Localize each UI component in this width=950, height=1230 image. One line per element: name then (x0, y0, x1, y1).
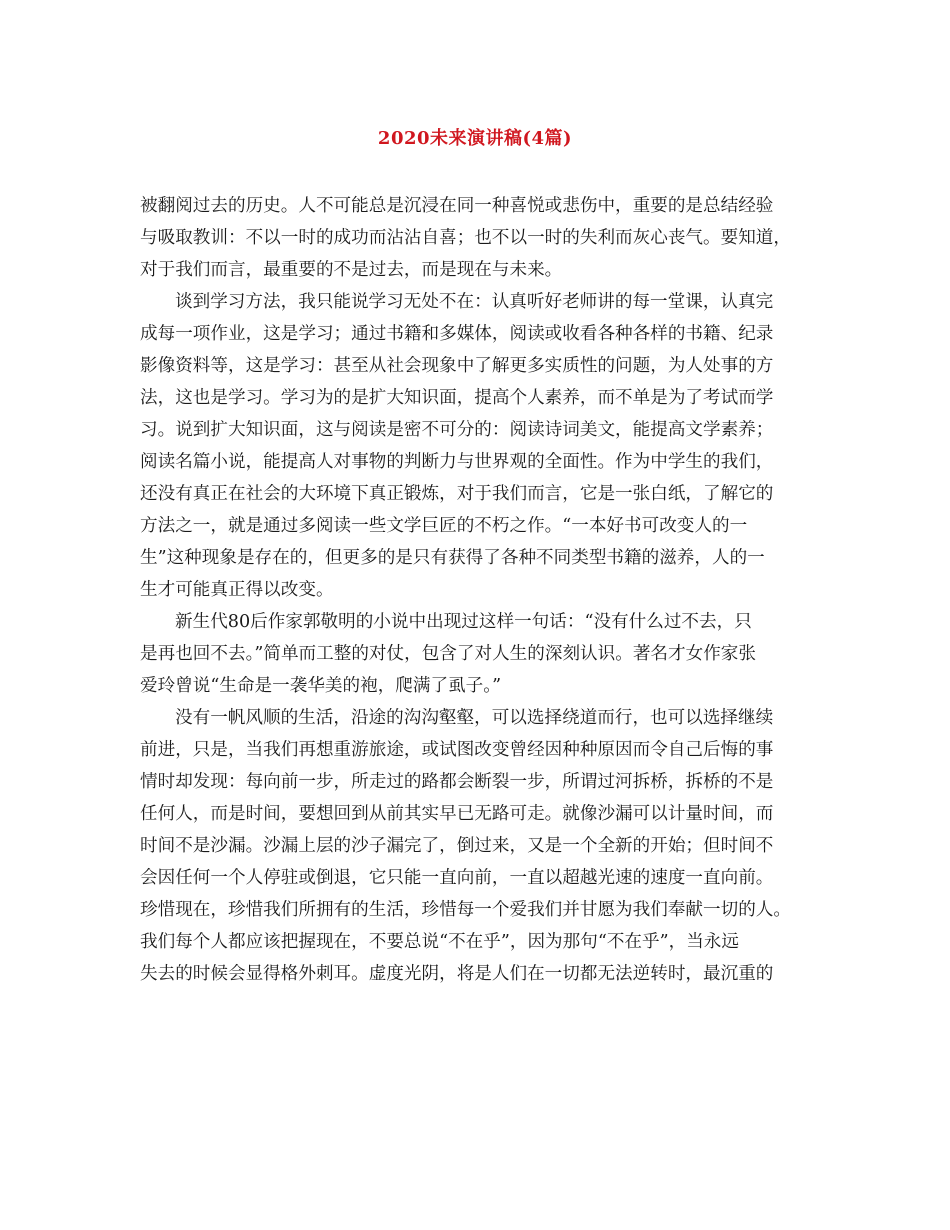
text-line: 阅读名篇小说，能提高人对事物的判断力与世界观的全面性。作为中学生的我们， (140, 452, 774, 472)
document-title: 2020未来演讲稿(4篇) (377, 128, 573, 149)
text-line: 我们每个人都应该把握现在，不要总说“不在乎”，因为那句“不在乎”，当永远 (140, 932, 739, 952)
paragraph-start-line: 新生代80后作家郭敬明的小说中出现过这样一句话：“没有什么过不去，只 (175, 612, 752, 632)
text-line: 任何人，而是时间，要想回到从前其实早已无路可走。就像沙漏可以计量时间，而 (140, 804, 774, 824)
text-line: 爱玲曾说“生命是一袭华美的袍，爬满了虱子。” (140, 676, 502, 696)
text-line: 失去的时候会显得格外刺耳。虚度光阴，将是人们在一切都无法逆转时，最沉重的 (140, 964, 774, 984)
text-line: 是再也回不去。”简单而工整的对仗，包含了对人生的深刻认识。著名才女作家张 (140, 644, 756, 664)
text-line: 方法之一，就是通过多阅读一些文学巨匠的不朽之作。“一本好书可改变人的一 (140, 516, 748, 536)
text-line: 成每一项作业，这是学习；通过书籍和多媒体，阅读或收看各种各样的书籍、纪录 (140, 324, 774, 344)
text-line: 还没有真正在社会的大环境下真正锻炼，对于我们而言，它是一张白纸，了解它的 (140, 484, 774, 504)
text-line: 习。说到扩大知识面，这与阅读是密不可分的：阅读诗词美文，能提高文学素养； (140, 420, 774, 440)
text-line: 对于我们而言，最重要的不是过去，而是现在与未来。 (140, 260, 563, 280)
text-line: 与吸取教训：不以一时的成功而沾沾自喜；也不以一时的失利而灰心丧气。要知道， (140, 228, 791, 248)
text-line: 被翻阅过去的历史。人不可能总是沉浸在同一种喜悦或悲伤中，重要的是总结经验 (140, 196, 774, 216)
text-line: 时间不是沙漏。沙漏上层的沙子漏完了，倒过来，又是一个全新的开始；但时间不 (140, 836, 774, 856)
text-line: 生”这种现象是存在的，但更多的是只有获得了各种不同类型书籍的滋养，人的一 (140, 548, 765, 568)
text-line: 会因任何一个人停驻或倒退，它只能一直向前，一直以超越光速的速度一直向前。 (140, 868, 774, 888)
document-body (140, 190, 810, 990)
text-line: 影像资料等，这是学习：甚至从社会现象中了解更多实质性的问题，为人处事的方 (140, 356, 774, 376)
text-line: 情时却发现：每向前一步，所走过的路都会断裂一步，所谓过河拆桥，拆桥的不是 (140, 772, 774, 792)
text-line: 前进，只是，当我们再想重游旅途，或试图改变曾经因种种原因而令自己后悔的事 (140, 740, 774, 760)
text-line: 法，这也是学习。学习为的是扩大知识面，提高个人素养，而不单是为了考试而学 (140, 388, 774, 408)
text-line: 珍惜现在，珍惜我们所拥有的生活，珍惜每一个爱我们并甘愿为我们奉献一切的人。 (140, 900, 791, 920)
text-line: 生才可能真正得以改变。 (140, 580, 334, 600)
paragraph-start-line: 谈到学习方法，我只能说学习无处不在：认真听好老师讲的每一堂课，认真完 (175, 292, 774, 312)
paragraph-start-line: 没有一帆风顺的生活，沿途的沟沟壑壑，可以选择绕道而行，也可以选择继续 (175, 708, 774, 728)
